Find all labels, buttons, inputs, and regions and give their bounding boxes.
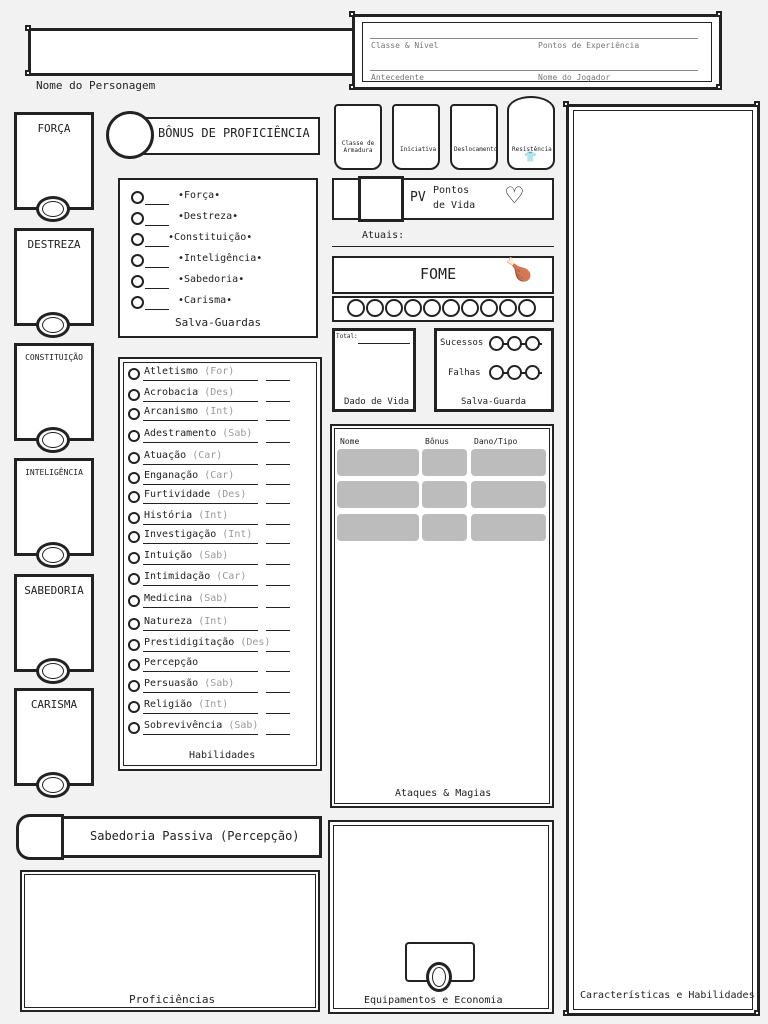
skill-row: [144, 428, 252, 439]
skill-value-line[interactable]: [266, 503, 290, 504]
skill-value-line[interactable]: [266, 401, 290, 402]
features-field[interactable]: [573, 110, 753, 1010]
death-successes-label: Sucessos: [440, 338, 484, 348]
death-save-dot[interactable]: [525, 336, 540, 351]
skill-attribute: (Sab): [198, 593, 229, 604]
death-saves-label: Salva-Guarda: [461, 397, 527, 407]
skill-attribute: (Sab): [204, 678, 235, 689]
skill-name: Percepção: [144, 657, 199, 668]
class-level-line[interactable]: [370, 38, 698, 39]
skill-value-line[interactable]: [266, 734, 290, 735]
skill-value-line[interactable]: [266, 543, 290, 544]
coin-icon: [426, 962, 452, 992]
skill-value-line[interactable]: [266, 651, 290, 652]
skill-attribute: (Car): [204, 470, 235, 481]
hp-current-box[interactable]: [358, 176, 404, 222]
attribute-label: DESTREZA: [27, 238, 81, 251]
skill-value-line[interactable]: [266, 564, 290, 565]
armor-class-label: [338, 140, 378, 154]
attacks-col-bonus: Bônus: [425, 437, 450, 446]
hit-dice-total-line: [358, 343, 410, 344]
hp-divider: [332, 246, 554, 247]
passive-wisdom-label: Sabedoria Passiva (Percepção): [90, 829, 300, 843]
skill-proficiency-toggle[interactable]: [128, 512, 140, 524]
attack-damage-cell[interactable]: [471, 514, 546, 541]
skill-proficiency-toggle[interactable]: [128, 368, 140, 380]
skill-row: [144, 489, 246, 500]
attack-name-cell[interactable]: [337, 449, 419, 476]
character-name-field[interactable]: [34, 34, 352, 70]
attack-damage-cell[interactable]: [471, 481, 546, 508]
skill-attribute: (Car): [216, 571, 247, 582]
skill-name: Acrobacia: [144, 387, 199, 398]
speed-shield[interactable]: [450, 104, 498, 170]
save-name: •Constituição•: [168, 232, 253, 243]
passive-wisdom-value[interactable]: [16, 814, 64, 860]
save-name: •Destreza•: [178, 211, 239, 222]
skill-underline: [143, 464, 258, 465]
save-name: •Inteligência•: [178, 253, 263, 264]
skill-proficiency-toggle[interactable]: [128, 552, 140, 564]
skill-name: Intuição: [144, 550, 193, 561]
skill-row: [144, 406, 234, 417]
skill-underline: [143, 503, 258, 504]
initiative-label: Iniciativa: [400, 146, 437, 153]
initiative-shield[interactable]: [392, 104, 440, 170]
corner-ornament: [754, 101, 760, 107]
attribute-modifier-oval[interactable]: [36, 542, 70, 568]
skill-row: [144, 657, 198, 668]
hp-label-line2: de Vida: [433, 200, 476, 211]
skill-name: Prestidigitação: [144, 637, 235, 648]
armor-class-text: Classe de Armadura: [341, 140, 375, 154]
skill-name: Adestramento: [144, 428, 217, 439]
skill-attribute: (For): [204, 366, 235, 377]
hunger-point[interactable]: [442, 299, 460, 317]
skill-value-line[interactable]: [266, 585, 290, 586]
skill-attribute: (Car): [192, 450, 223, 461]
character-name-label: Nome do Personagem: [36, 79, 156, 92]
skill-row: [144, 593, 228, 604]
skill-value-line[interactable]: [266, 630, 290, 631]
skill-row: [144, 450, 222, 461]
skill-name: Enganação: [144, 470, 199, 481]
skill-row: [144, 550, 228, 561]
corner-ornament: [563, 101, 569, 107]
skill-row: [144, 720, 258, 731]
features-label: Características e Habilidades: [580, 990, 755, 1001]
skill-underline: [143, 713, 258, 714]
skill-name: Intimidação: [144, 571, 211, 582]
skill-value-line[interactable]: [266, 464, 290, 465]
drumstick-icon: 🍗: [505, 258, 533, 283]
skill-attribute: (Sab): [198, 550, 229, 561]
hunger-label: FOME: [420, 265, 457, 283]
corner-ornament: [716, 84, 722, 90]
skill-attribute: (Sab): [222, 428, 253, 439]
skill-proficiency-toggle[interactable]: [128, 452, 140, 464]
skill-name: Arcanismo: [144, 406, 199, 417]
save-value-line[interactable]: [145, 246, 169, 247]
attack-bonus-cell[interactable]: [422, 481, 467, 508]
save-proficiency-toggle[interactable]: [131, 191, 144, 204]
skill-row: [144, 616, 228, 627]
hunger-point[interactable]: [385, 299, 403, 317]
background-label: Antecedente: [371, 73, 424, 82]
skill-attribute: (Int): [198, 510, 229, 521]
skill-underline: [143, 564, 258, 565]
skill-proficiency-toggle[interactable]: [128, 680, 140, 692]
skill-row: [144, 470, 234, 481]
corner-ornament: [716, 11, 722, 17]
skill-proficiency-toggle[interactable]: [128, 531, 140, 543]
skill-underline: [143, 543, 258, 544]
proficiency-value-circle[interactable]: [106, 111, 154, 159]
skill-value-line[interactable]: [266, 524, 290, 525]
attack-bonus-cell[interactable]: [422, 449, 467, 476]
equipment-label: Equipamentos e Economia: [364, 995, 503, 1006]
skill-proficiency-toggle[interactable]: [128, 639, 140, 651]
skill-underline: [143, 651, 258, 652]
skill-proficiency-toggle[interactable]: [128, 573, 140, 585]
skill-row: [144, 529, 252, 540]
skill-row: [144, 699, 228, 710]
skills-title: Habilidades: [189, 750, 256, 761]
shirt-icon: 👕: [524, 152, 537, 163]
skill-row: [144, 366, 234, 377]
skill-underline: [143, 630, 258, 631]
attribute-label: INTELIGÊNCIA: [25, 468, 83, 477]
death-save-dot[interactable]: [507, 365, 522, 380]
skill-attribute: (Int): [204, 406, 235, 417]
attribute-modifier-oval[interactable]: [36, 427, 70, 453]
skill-name: Persuasão: [144, 678, 199, 689]
speed-label: Deslocamento: [454, 146, 498, 153]
hunger-point[interactable]: [499, 299, 517, 317]
hunger-point[interactable]: [347, 299, 365, 317]
attribute-modifier-oval[interactable]: [36, 312, 70, 338]
save-value-line[interactable]: [145, 225, 169, 226]
attribute-label: FORÇA: [37, 122, 71, 135]
save-name: •Sabedoria•: [178, 274, 245, 285]
skill-value-line[interactable]: [266, 442, 290, 443]
hp-label-line1: Pontos: [433, 185, 470, 196]
skill-attribute: (Des): [204, 387, 235, 398]
skill-value-line[interactable]: [266, 420, 290, 421]
hunger-point[interactable]: [518, 299, 536, 317]
skill-proficiency-toggle[interactable]: [128, 618, 140, 630]
skill-row: [144, 571, 246, 582]
heart-icon: ♡: [506, 179, 523, 212]
skill-proficiency-toggle[interactable]: [128, 659, 140, 671]
skill-attribute: (Int): [198, 699, 229, 710]
save-value-line[interactable]: [145, 288, 169, 289]
attack-name-cell[interactable]: [337, 514, 419, 541]
class-level-label: Classe & Nível: [371, 41, 439, 50]
skill-attribute: (Des): [240, 637, 271, 648]
skill-name: Medicina: [144, 593, 193, 604]
skill-attribute: (Des): [216, 489, 247, 500]
save-proficiency-toggle[interactable]: [131, 275, 144, 288]
saving-throws-title: Salva-Guardas: [175, 316, 262, 329]
skill-proficiency-toggle[interactable]: [128, 722, 140, 734]
skill-value-line[interactable]: [266, 607, 290, 608]
skill-underline: [143, 420, 258, 421]
skill-attribute: (Int): [222, 529, 253, 540]
corner-ornament: [754, 1010, 760, 1016]
skill-proficiency-toggle[interactable]: [128, 472, 140, 484]
hp-abbr: PV: [410, 190, 426, 205]
skill-attribute: (Int): [198, 616, 229, 627]
skill-name: Natureza: [144, 616, 193, 627]
skill-name: Religião: [144, 699, 193, 710]
skill-underline: [143, 734, 258, 735]
hunger-point[interactable]: [423, 299, 441, 317]
skill-underline: [143, 401, 258, 402]
skill-row: [144, 510, 228, 521]
save-proficiency-toggle[interactable]: [131, 233, 144, 246]
skill-proficiency-toggle[interactable]: [128, 430, 140, 442]
attribute-modifier-oval[interactable]: [36, 658, 70, 684]
skill-underline: [143, 380, 258, 381]
skill-underline: [143, 607, 258, 608]
save-proficiency-toggle[interactable]: [131, 254, 144, 267]
skill-value-line[interactable]: [266, 380, 290, 381]
proficiency-label: BÔNUS DE PROFICIÊNCIA: [158, 126, 310, 140]
death-failures-label: Falhas: [448, 368, 481, 378]
corner-ornament: [349, 84, 355, 90]
save-value-line[interactable]: [145, 204, 169, 205]
save-value-line[interactable]: [145, 309, 169, 310]
player-name-label: Nome do Jogador: [538, 73, 611, 82]
attacks-title: Ataques & Magias: [395, 788, 492, 799]
skill-row: [144, 637, 270, 648]
skill-underline: [143, 484, 258, 485]
skill-underline: [143, 524, 258, 525]
death-save-dot[interactable]: [525, 365, 540, 380]
skill-proficiency-toggle[interactable]: [128, 701, 140, 713]
skill-underline: [143, 671, 258, 672]
skill-underline: [143, 692, 258, 693]
attacks-col-name: Nome: [340, 437, 360, 446]
hunger-point[interactable]: [480, 299, 498, 317]
background-line[interactable]: [370, 70, 698, 71]
death-save-dot[interactable]: [489, 365, 504, 380]
death-save-dot[interactable]: [489, 336, 504, 351]
skill-underline: [143, 442, 258, 443]
skill-attribute: (Sab): [228, 720, 259, 731]
skill-proficiency-toggle[interactable]: [128, 389, 140, 401]
attribute-label: CARISMA: [30, 698, 78, 711]
save-value-line[interactable]: [145, 267, 169, 268]
skill-proficiency-toggle[interactable]: [128, 491, 140, 503]
attack-bonus-cell[interactable]: [422, 514, 467, 541]
hp-current-label: Atuais:: [362, 230, 405, 241]
proficiencies-label: Proficiências: [129, 993, 216, 1006]
skill-name: Sobrevivência: [144, 720, 223, 731]
hunger-point[interactable]: [404, 299, 422, 317]
attacks-col-damage: Dano/Tipo: [474, 437, 518, 446]
skill-name: Atletismo: [144, 366, 199, 377]
skill-value-line[interactable]: [266, 484, 290, 485]
save-proficiency-toggle[interactable]: [131, 212, 144, 225]
corner-ornament: [349, 11, 355, 17]
skill-name: Furtividade: [144, 489, 211, 500]
xp-label: Pontos de Experiência: [538, 41, 640, 50]
attribute-label: SABEDORIA: [24, 584, 84, 597]
corner-ornament: [25, 70, 31, 76]
skill-underline: [143, 585, 258, 586]
hit-dice-total-label: Total:: [336, 333, 358, 340]
skill-name: História: [144, 510, 193, 521]
skill-row: [144, 678, 234, 689]
death-save-dot[interactable]: [507, 336, 522, 351]
skill-row: [144, 387, 234, 398]
attack-name-cell[interactable]: [337, 481, 419, 508]
skill-value-line[interactable]: [266, 692, 290, 693]
attack-damage-cell[interactable]: [471, 449, 546, 476]
hunger-point[interactable]: [366, 299, 384, 317]
corner-ornament: [563, 1010, 569, 1016]
attribute-modifier-oval[interactable]: [36, 772, 70, 798]
skill-name: Investigação: [144, 529, 217, 540]
proficiencies-field[interactable]: [24, 874, 316, 1008]
skill-proficiency-toggle[interactable]: [128, 408, 140, 420]
save-name: •Força•: [178, 190, 221, 201]
attribute-label: CONSTITUIÇÃO: [25, 353, 83, 362]
skill-value-line[interactable]: [266, 671, 290, 672]
hunger-point[interactable]: [461, 299, 479, 317]
attribute-modifier-oval[interactable]: [36, 196, 70, 222]
skill-name: Atuação: [144, 450, 187, 461]
skill-value-line[interactable]: [266, 713, 290, 714]
resistance-label: Resistência: [512, 146, 552, 153]
save-name: •Carisma•: [178, 295, 233, 306]
corner-ornament: [25, 25, 31, 31]
save-proficiency-toggle[interactable]: [131, 296, 144, 309]
armor-class-shield[interactable]: [334, 104, 382, 170]
hit-dice-label: Dado de Vida: [344, 397, 410, 407]
skill-proficiency-toggle[interactable]: [128, 595, 140, 607]
